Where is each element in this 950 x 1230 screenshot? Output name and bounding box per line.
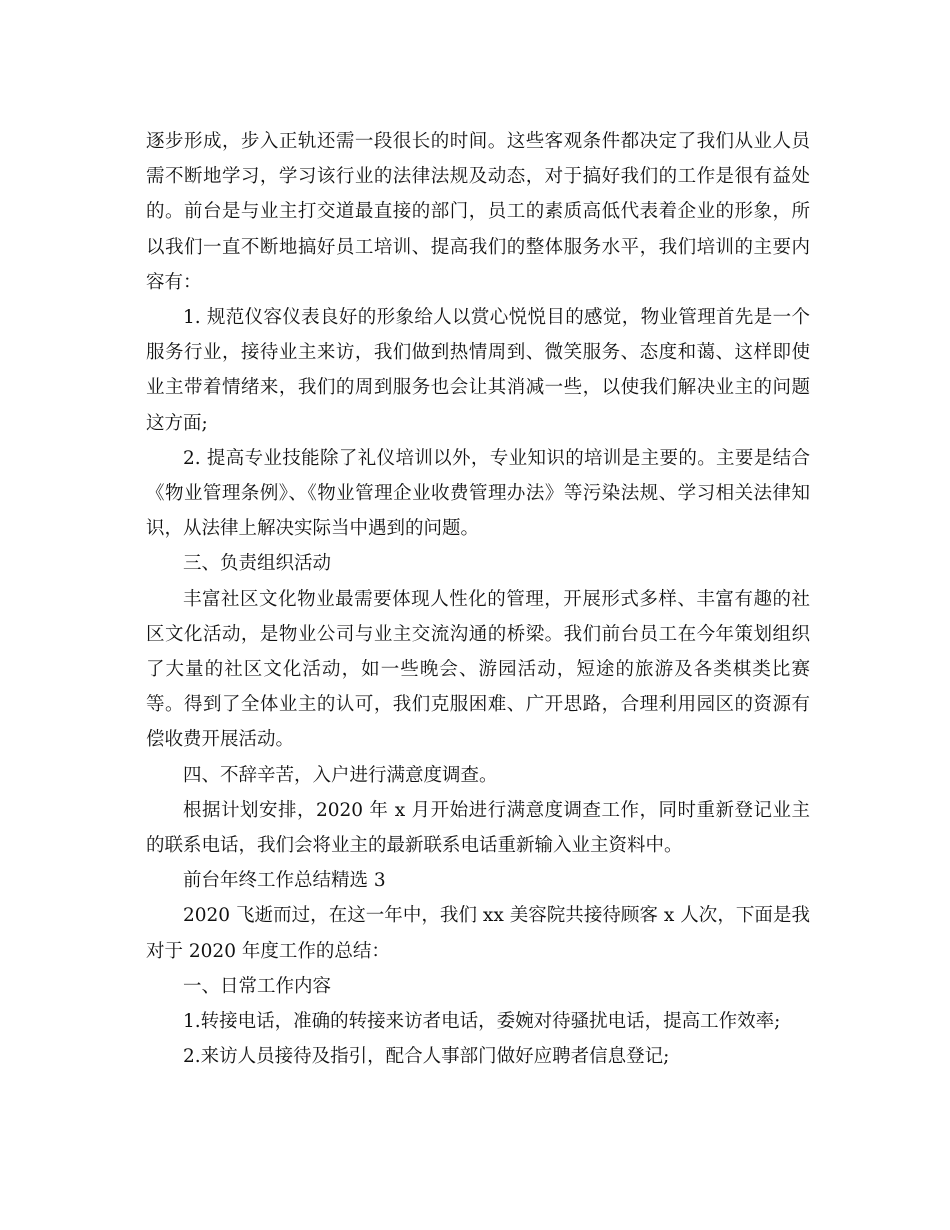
paragraph-7: 根据计划安排，2020 年 x 月开始进行满意度调查工作，同时重新登记业主的联系电话，我们会将业主的最新联系电话重新输入业主资料中。 xyxy=(146,799,810,857)
paragraph-2: 1. 规范仪容仪表良好的形象给人以赏心悦悦目的感觉，物业管理首先是一个服务行业，接待业主来访，我们做到热情周到、微笑服务、态度和蔼、这样即使业主带着情绪来，我们的周到服务也会让其消减一些，以使我们解决业主的问题这方面; xyxy=(146,307,810,434)
section-heading-4: 四、不辞辛苦，入户进行满意度调查。 xyxy=(183,764,498,786)
document-body xyxy=(146,124,810,1074)
paragraph-5: 丰富社区文化物业最需要体现人性化的管理，开展形式多样、丰富有趣的社区文化活动，是物业公司与业主交流沟通的桥梁。我们前台员工在今年策划组织了大量的社区文化活动，如一些晚会、游园活动，短途的旅游及各类棋类比赛等。得到了全体业主的认可，我们克服困难、广开思路，合理利用园区的资源有偿收费开展活动。 xyxy=(146,588,810,751)
list-item-1: 1.转接电话，准确的转接来访者电话，委婉对待骚扰电话，提高工作效率; xyxy=(183,1011,781,1033)
section-heading-1: 一、日常工作内容 xyxy=(183,975,332,997)
article-title: 前台年终工作总结精选 3 xyxy=(183,870,386,892)
section-heading-3: 三、负责组织活动 xyxy=(183,553,332,575)
list-item-2: 2.来访人员接待及指引，配合人事部门做好应聘者信息登记; xyxy=(183,1046,670,1068)
paragraph-9: 2020 飞逝而过，在这一年中，我们 xx 美容院共接待顾客 x 人次，下面是我对于 2020 年度工作的总结： xyxy=(146,905,810,962)
paragraph-3: 2. 提高专业技能除了礼仪培训以外，专业知识的培训是主要的。主要是结合《物业管理条例》、《物业管理企业收费管理办法》等污染法规、学习相关法律知识，从法律上解决实际当中遇到的问题。 xyxy=(146,447,810,540)
paragraph-1: 逐步形成，步入正轨还需一段很长的时间。这些客观条件都决定了我们从业人员需不断地学习，学习该行业的法律法规及动态，对于搞好我们的工作是很有益处的。前台是与业主打交道最直接的部门，员工的素质高低代表着企业的形象，所以我们一直不断地搞好员工培训、提高我们的整体服务水平，我们培训的主要内容有： xyxy=(146,131,810,293)
